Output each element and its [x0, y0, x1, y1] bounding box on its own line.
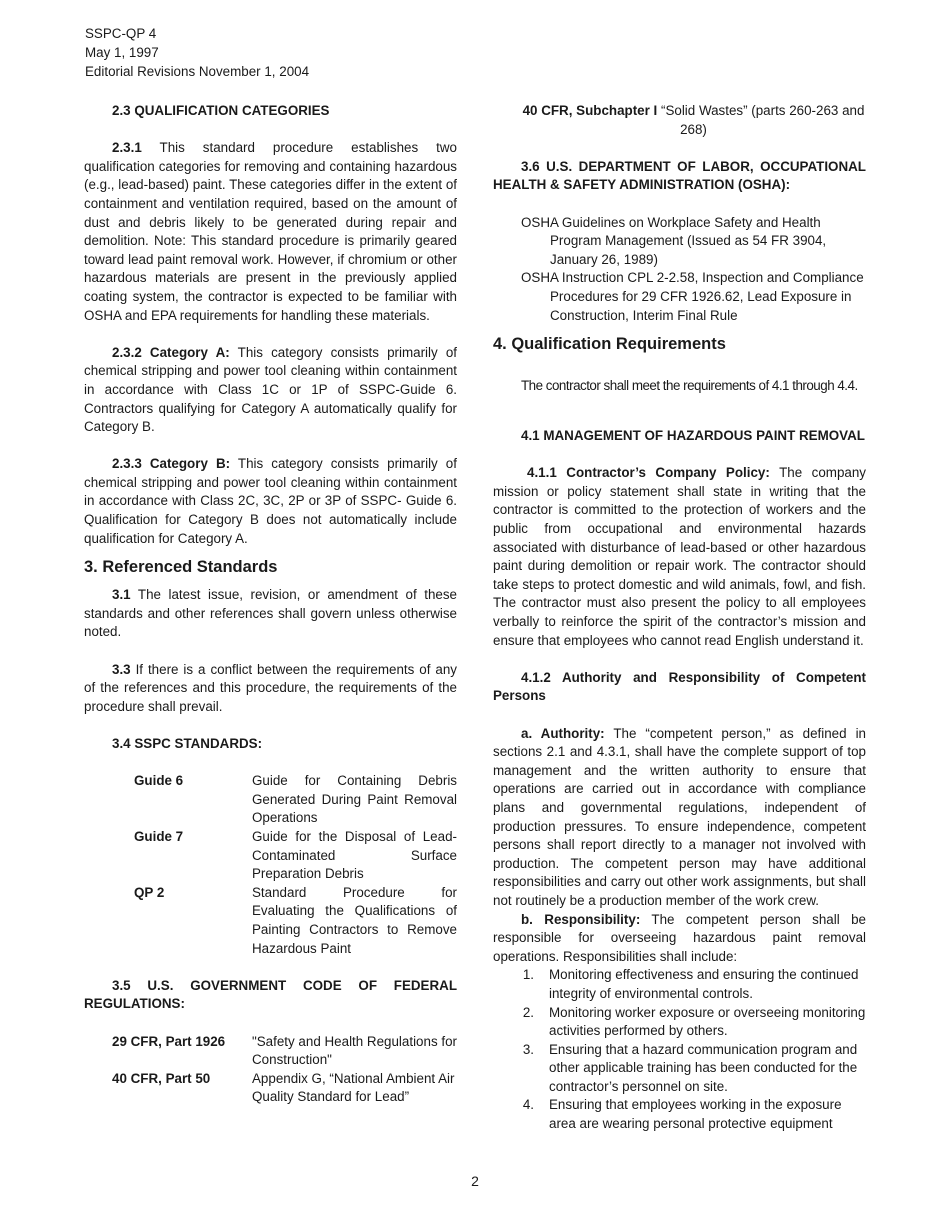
ref-value: Appendix G, “National Ambient Air Quality Standard for Lead”	[252, 1070, 455, 1105]
list-item: 2. Monitoring worker exposure or overseeing monitoring activities performed by others.	[522, 1004, 866, 1039]
doc-id: SSPC-QP 4	[85, 26, 157, 41]
cfr-reference-list	[112, 1033, 457, 1107]
section-heading: 3.6 U.S. DEPARTMENT OF LABOR, OCCUPATIONAL HEALTH & SAFETY ADMINISTRATION (OSHA):	[493, 158, 866, 193]
paragraph: 3.3 If there is a conflict between the requirements of any of the references and this procedure, the requirements of the procedure shall prevail.	[84, 661, 457, 714]
section-heading: 3.4 SSPC STANDARDS:	[112, 736, 263, 751]
section-heading: 2.3 QUALIFICATION CATEGORIES	[112, 103, 330, 118]
page-header	[85, 24, 309, 81]
section-heading: 4.1 MANAGEMENT OF HAZARDOUS PAINT REMOVAL	[521, 428, 865, 444]
ref-value: Guide for Containing Debris Generated During Paint Removal Operations	[252, 773, 457, 826]
paragraph: 2.3.3 Category B: This category consists primarily of chemical stripping and power tool cleaning within containment in accordance with Class 2C, 3C, 2P or 3P of SSPC- Guide 6. Qualification for Category B does not automatically include qualification for Category A.	[84, 456, 457, 546]
cfr-subchapter-ref: 40 CFR, Subchapter I “Solid Wastes” (parts 260-263 and 268)	[522, 103, 865, 137]
paragraph: 3.1 The latest issue, revision, or amendment of these standards and other references shall govern unless otherwise noted.	[84, 587, 457, 640]
paragraph: a. Authority: The “competent person,” as defined in sections 2.1 and 4.3.1, shall have the complete support of top management and the written authority to ensure that operations are carried out in accordance with compliance plans and governmental regulations, independent of production pressures. To ensure independence, competent persons shall report directly to a manager not involved with production. The competent person may have additional responsibilities and carry out other work assignments, but shall not routinely be a production member of the work crew.	[493, 725, 866, 908]
ref-key: 29 CFR, Part 1926	[112, 1033, 226, 1049]
list-item: 3. Ensuring that a hazard communication program and other applicable training has been conducted for the contractor’s personnel on site.	[522, 1041, 858, 1094]
right-column	[493, 102, 866, 1134]
left-column	[84, 102, 457, 1107]
section-title: 4. Qualification Requirements	[493, 335, 726, 354]
section-heading: 4.1.2 Authority and Responsibility of Competent Persons	[493, 669, 866, 704]
paragraph: 2.3.1 This standard procedure establishes two qualification categories for removing and containing hazardous (e.g., lead-based) paint. These categories differ in the extent of containment and ventilation required, based on the amount of dust and debris likely to be generated during repair and demolition. Note: This standard procedure is primarily geared toward lead paint removal work. However, if chromium or other hazardous materials are present in the previously applied coating system, the contractor is expected to be familiar with OSHA and EPA requirements for handling these materials.	[84, 140, 457, 323]
section-title: 3. Referenced Standards	[84, 558, 278, 577]
list-item: 4. Ensuring that employees working in the exposure area are wearing personal protective equipment	[522, 1097, 842, 1132]
paragraph: The contractor shall meet the requirements of 4.1 through 4.4.	[521, 377, 858, 393]
section-heading: 3.5 U.S. GOVERNMENT CODE OF FEDERAL REGULATIONS:	[84, 977, 457, 1012]
page-number: 2	[471, 1173, 479, 1189]
sspc-reference-list	[134, 772, 457, 958]
doc-revision: Editorial Revisions November 1, 2004	[85, 64, 310, 79]
ref-key: 40 CFR, Part 50	[112, 1070, 211, 1086]
ref-value: Guide for the Disposal of Lead-Contaminated Surface Preparation Debris	[252, 828, 457, 882]
list-item: 1. Monitoring effectiveness and ensuring the continued integrity of environmental controls.	[522, 967, 859, 1001]
ref-key: Guide 7	[134, 828, 184, 844]
doc-date: May 1, 1997	[85, 45, 159, 60]
osha-reference: OSHA Instruction CPL 2-2.58, Inspection and Compliance Procedures for 29 CFR 1926.62, Lead Exposure in Construction, Interim Final Rule	[521, 270, 864, 323]
ref-key: Guide 6	[134, 773, 184, 789]
responsibility-list	[493, 966, 866, 1133]
paragraph: b. Responsibility: The competent person shall be responsible for overseeing hazardous paint removal operations. Responsibilities shall include:	[493, 911, 866, 964]
ref-key: QP 2	[134, 884, 165, 900]
paragraph: 4.1.1 Contractor’s Company Policy: The company mission or policy statement shall state in writing that the contractor is committed to the protection of workers and the public from occupational and environmental hazards associated with disturbance of lead-based or other hazardous paint during demolition or repair work. The contractor should take steps to protect domestic and wild animals, fowl, and fish. The contractor must also present the policy to all employees verbally to reinforce the spirit of the contractor’s mission and ensure that employees who cannot read English understand it.	[493, 465, 866, 648]
osha-reference: OSHA Guidelines on Workplace Safety and Health Program Management (Issued as 54 FR 3904, January 26, 1989)	[521, 214, 827, 267]
ref-value: "Safety and Health Regulations for Construction"	[252, 1033, 457, 1068]
paragraph: 2.3.2 Category A: This category consists primarily of chemical stripping and power tool cleaning within containment in accordance with Class 1C or 1P of SSPC-Guide 6. Contractors qualifying for Category A automatically qualify for Category B.	[84, 344, 457, 435]
ref-value: Standard Procedure for Evaluating the Qualifications of Painting Contractors to Remove Hazardous Paint	[252, 884, 457, 956]
